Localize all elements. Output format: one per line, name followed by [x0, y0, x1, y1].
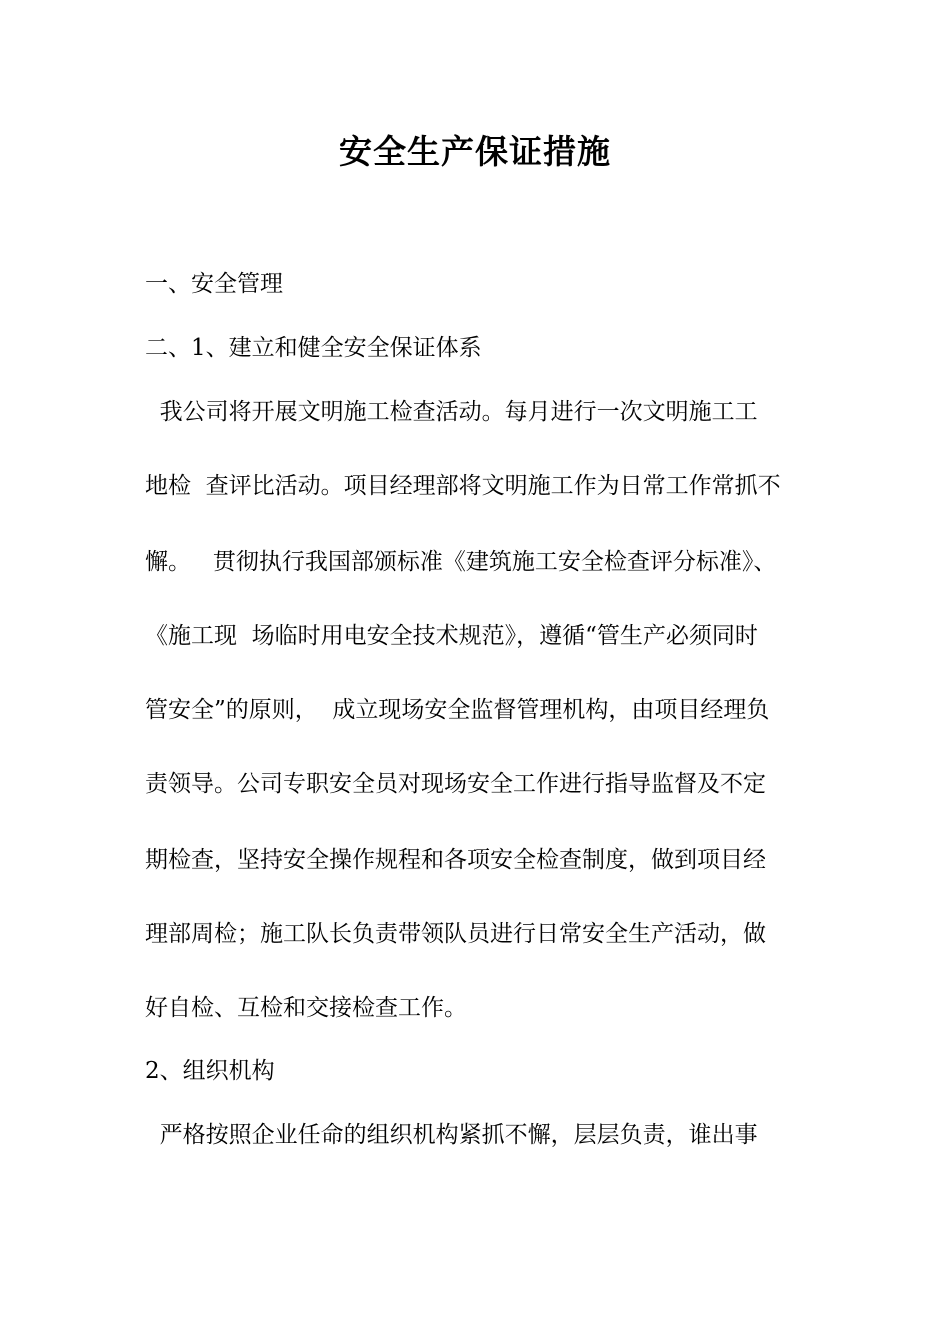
paragraph-line: 责领导。公司专职安全员对现场安全工作进行指导监督及不定: [145, 771, 766, 797]
paragraph-line: 《施工现 场临时用电安全技术规范》，遵循“管生产必须同时: [145, 623, 758, 649]
paragraph-line: 懈。 贯彻执行我国部颁标准《建筑施工安全检查评分标准》、: [145, 549, 777, 575]
paragraph-line: 理部周检；施工队长负责带领队员进行日常安全生产活动，做: [145, 921, 766, 947]
paragraph-line: 期检查，坚持安全操作规程和各项安全检查制度，做到项目经: [145, 847, 766, 873]
paragraph-line: 管安全”的原则， 成立现场安全监督管理机构，由项目经理负: [145, 697, 770, 723]
subsection-heading-organization: 2、组织机构: [145, 1058, 275, 1084]
paragraph-line: 我公司将开展文明施工检查活动。每月进行一次文明施工工: [145, 399, 758, 425]
subsection-heading-safety-system: 二、1、建立和健全安全保证体系: [145, 335, 482, 361]
section-heading-safety-management: 一、安全管理: [145, 271, 283, 297]
document-title: 安全生产保证措施: [339, 132, 611, 171]
paragraph-line: 好自检、互检和交接检查工作。: [145, 995, 467, 1021]
paragraph-line: 地检 查评比活动。项目经理部将文明施工作为日常工作常抓不: [145, 473, 781, 499]
paragraph-line: 严格按照企业任命的组织机构紧抓不懈，层层负责，谁出事: [145, 1122, 758, 1148]
